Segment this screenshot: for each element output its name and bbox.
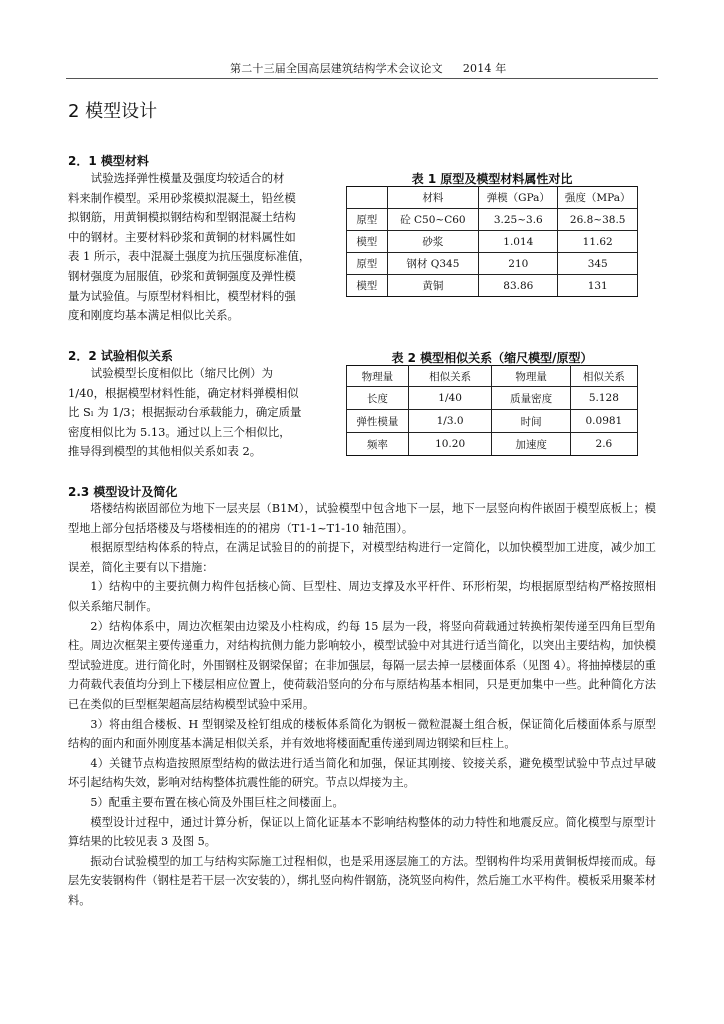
table-cell: 模型 xyxy=(347,231,388,253)
table-row xyxy=(347,209,638,231)
text-line: 1/40，根据模型材料性能，确定材料弹模相似 xyxy=(68,385,299,400)
paragraph: 4）关键节点构造按照原型结构的做法进行适当简化和加强，保证其刚接、铰接关系，避免模型试验中节点过早破坏引起结构失效，影响对结构整体抗震性能的研究。节点以焊接为主。 xyxy=(68,756,656,790)
paragraph: 模型设计过程中，通过计算分析，保证以上简化证基本不影响结构整体的动力特性和地震反应。简化模型与原型计算结果的比较见表 3 及图 5。 xyxy=(68,815,656,849)
table-cell: 钢材 Q345 xyxy=(387,253,479,275)
subsection-2-1-body xyxy=(68,169,330,326)
table-cell: 砼 C50~C60 xyxy=(387,209,479,231)
table-cell: 83.86 xyxy=(479,275,558,297)
table-header-cell: 弹模（GPa） xyxy=(479,187,558,209)
table-2-caption: 表 2 模型相似关系（缩尺模型/原型） xyxy=(391,351,593,365)
table-cell: 时间 xyxy=(492,410,570,433)
table-row xyxy=(347,387,638,410)
table-header-cell: 相似关系 xyxy=(570,366,637,387)
text-line: 试验模型长度相似比（缩尺比例）为 xyxy=(90,366,274,380)
text-line: 表 1 所示，表中混凝土强度为抗压强度标准值， xyxy=(68,249,311,264)
text-line: 料来制作模型。采用砂浆模拟混凝土，铅丝模 xyxy=(68,190,296,205)
table-row xyxy=(347,366,638,387)
running-header xyxy=(230,60,520,76)
text-line: 中的钢材。主要材料砂浆和黄铜的材料属性如 xyxy=(68,229,296,244)
table-cell: 2.6 xyxy=(570,433,637,456)
paragraph: 塔楼结构嵌固部位为地下一层夹层（B1M），试验模型中包含地下一层，地下一层竖向构件嵌固于模型底板上；模型地上部分包括塔楼及与塔楼相连的的裙房（T1-1~T1-10 轴范围）。 xyxy=(68,502,656,535)
text-line: 钢材强度为屈服值，砂浆和黄铜强度及弹性模 xyxy=(68,268,296,283)
text-line: 度和刚度均基本满足相似比关系。 xyxy=(68,308,239,323)
table-cell: 210 xyxy=(479,253,558,275)
table-cell: 1/40 xyxy=(408,387,492,410)
table-cell: 3.25~3.6 xyxy=(479,209,558,231)
text-line: 试验选择弹性模量及强度均较适合的材 xyxy=(90,171,285,185)
table-cell: 1.014 xyxy=(479,231,558,253)
table-cell: 0.0981 xyxy=(570,410,637,433)
subsection-2-1-title: 2．1 模型材料 xyxy=(68,154,149,168)
table-cell: 131 xyxy=(558,275,638,297)
table-row xyxy=(347,410,638,433)
table-cell: 原型 xyxy=(347,253,388,275)
text-line: 密度相似比为 5.13。通过以上三个相似比， xyxy=(68,424,291,439)
text-line: 拟钢筋，用黄铜模拟钢结构和型钢混凝土结构 xyxy=(68,210,296,225)
table-cell: 1/3.0 xyxy=(408,410,492,433)
subsection-2-2-body xyxy=(68,364,330,462)
table-cell: 质量密度 xyxy=(492,387,570,410)
subsection-2-2-title: 2．2 试验相似关系 xyxy=(68,349,173,363)
table-row xyxy=(347,253,638,275)
table-cell: 频率 xyxy=(347,433,409,456)
paragraph: 根据原型结构体系的特点，在满足试验目的的前提下，对模型结构进行一定简化，以加快模型加工进度，减少加工误差，简化主要有以下措施： xyxy=(68,541,656,574)
table-row xyxy=(347,275,638,297)
table-cell: 345 xyxy=(558,253,638,275)
table-2 xyxy=(346,365,638,456)
text-line: 推导得到模型的其他相似关系如表 2。 xyxy=(68,444,262,459)
table-cell: 11.62 xyxy=(558,231,638,253)
table-header-cell: 物理量 xyxy=(492,366,570,387)
paragraph: 2）结构体系中，周边次框架由边梁及小柱构成，约每 15 层为一段，将竖向荷载通过转换桁架传递至四角巨型角柱。周边次框架主要传递重力，对结构抗侧力能力影响较小，模型试验中对其进行适当简化，以突出主要结构，加快模型试验进度。进行简化时，外围钢柱及钢梁保留；在非加强层，每隔一层去掉一层楼面体系（见图 4）。将抽掉楼层的重力荷载代表值均分到上下楼层相应位置上，使荷载沿竖向的分布与原结构基本相同，只是更加集中一些。此种简化方法已在类似的巨型框架超高层结构模型试验中采用。 xyxy=(68,619,656,711)
header-rule xyxy=(66,78,658,79)
text-line: 量为试验值。与原型材料相比，模型材料的强 xyxy=(68,288,296,303)
header-year: 2014 年 xyxy=(462,62,507,75)
paragraph: 3）将由组合楼板、H 型钢梁及栓钉组成的楼板体系简化为钢板－微粒混凝土组合板，保证简化后楼面体系与原型结构的面内和面外刚度基本满足相似关系，并有效地将楼面配重传递到周边钢梁和巨柱上。 xyxy=(68,717,656,751)
table-header-cell: 材料 xyxy=(387,187,479,209)
table-cell: 10.20 xyxy=(408,433,492,456)
table-cell: 弹性模量 xyxy=(347,410,409,433)
subsection-2-3-body xyxy=(68,499,656,910)
table-header-cell: 强度（MPa） xyxy=(558,187,638,209)
paragraph: 1）结构中的主要抗侧力构件包括核心筒、巨型柱、周边支撑及水平杆件、环形桁架，均根据原型结构严格按照相似关系缩尺制作。 xyxy=(68,580,656,613)
table-header-cell: 相似关系 xyxy=(408,366,492,387)
table-1-caption: 表 1 原型及模型材料属性对比 xyxy=(411,172,573,186)
subsection-2-3-title: 2.3 模型设计及简化 xyxy=(68,485,178,499)
table-row xyxy=(347,433,638,456)
paragraph: 振动台试验模型的加工与结构实际施工过程相似，也是采用逐层施工的方法。型钢构件均采用黄铜板焊接而成。每层先安装钢构件（钢柱是若干层一次安装的），绑扎竖向构件钢筋，浇筑竖向构件，然后施工水平构件。模板采用聚苯材料。 xyxy=(68,854,656,907)
table-cell: 原型 xyxy=(347,209,388,231)
table-cell: 砂浆 xyxy=(387,231,479,253)
table-cell: 5.128 xyxy=(570,387,637,410)
paragraph: 5）配重主要布置在核心筒及外围巨柱之间楼面上。 xyxy=(90,795,344,809)
text-line: 比 Sₗ 为 1/3；根据振动台承载能力，确定质量 xyxy=(68,405,302,420)
section-title: 2 模型设计 xyxy=(68,101,158,122)
table-cell: 黄铜 xyxy=(387,275,479,297)
table-cell: 长度 xyxy=(347,387,409,410)
table-1 xyxy=(346,186,638,297)
header-title: 第二十三届全国高层建筑结构学术会议论文 xyxy=(230,62,443,75)
table-cell: 加速度 xyxy=(492,433,570,456)
table-cell: 模型 xyxy=(347,275,388,297)
table-header-cell: 物理量 xyxy=(347,366,409,387)
table-cell: 26.8~38.5 xyxy=(558,209,638,231)
table-row xyxy=(347,187,638,209)
table-row xyxy=(347,231,638,253)
table-header-cell xyxy=(347,187,388,209)
